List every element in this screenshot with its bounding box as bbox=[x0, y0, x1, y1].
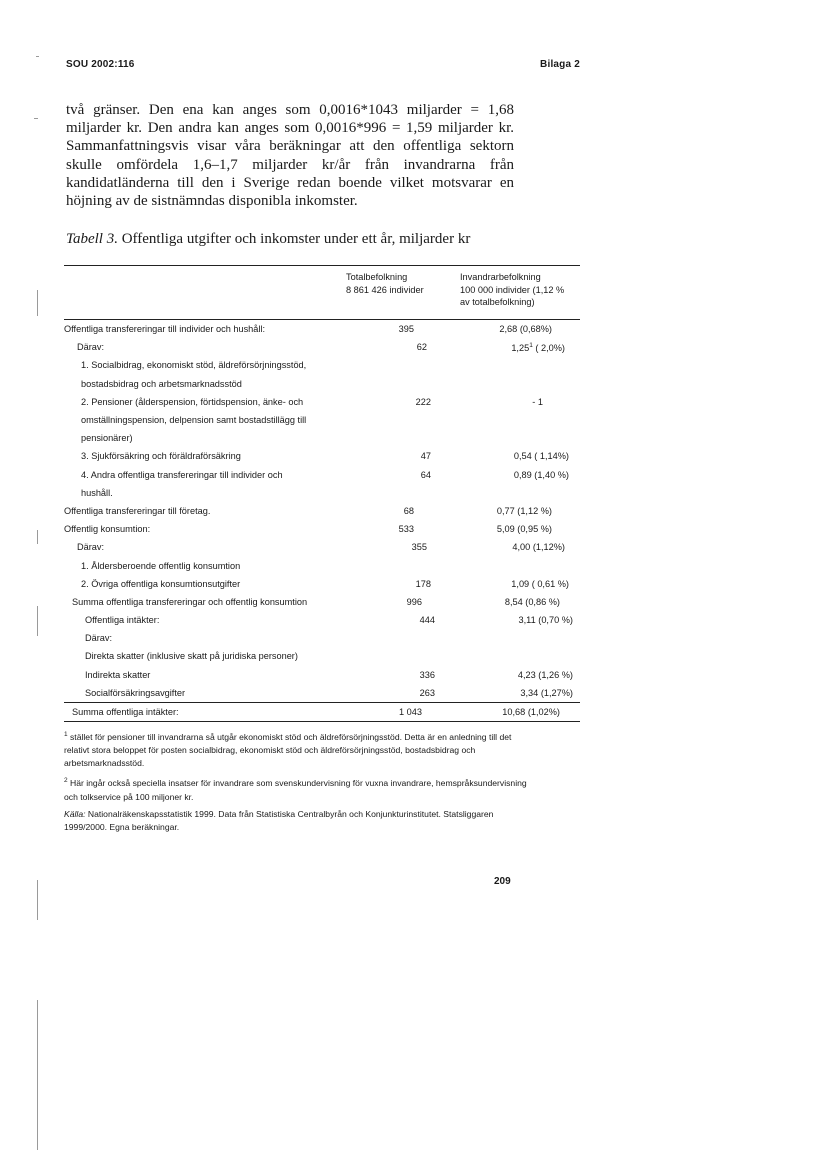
scan-mark bbox=[37, 880, 38, 920]
row-label: Direkta skatter (inklusive skatt på juridiska personer) bbox=[85, 651, 298, 662]
table-notes bbox=[64, 728, 534, 838]
row-immigrant-value: 3,34 (1,27%) bbox=[520, 687, 573, 698]
table-caption-label: Tabell 3. bbox=[66, 231, 118, 247]
source-note bbox=[64, 808, 534, 834]
footnote-ref: 1 bbox=[529, 341, 533, 349]
running-header-left: SOU 2002:116 bbox=[66, 59, 135, 70]
row-total-value: 355 bbox=[411, 542, 427, 553]
row-label: Därav: bbox=[77, 542, 105, 553]
table-header bbox=[64, 266, 580, 319]
table-row bbox=[64, 647, 580, 665]
row-label: Offentliga transfereringar till individer och hushåll: bbox=[64, 324, 266, 335]
header-immigrant-population bbox=[460, 271, 580, 319]
row-immigrant-value: 2,68 (0,68%) bbox=[499, 324, 552, 335]
row-total-value: 533 bbox=[398, 524, 414, 535]
footnote-text: stället för pensioner till invandrarna så utgår ekonomiskt stöd och äldreförsörjningsstöd. Detta är en anledning till det relativt stora beloppet för posten socialbidrag, ekonomiskt stöd och äldreförsörjningsstöd, bostadsbidrag och arbetsmarknadsstöd. bbox=[64, 731, 512, 769]
scan-mark bbox=[34, 118, 38, 119]
row-total-value: 178 bbox=[415, 578, 431, 589]
header-line: 100 000 individer (1,12 % bbox=[460, 284, 565, 295]
header-line: Invandrarbefolkning bbox=[460, 272, 541, 282]
header-line: 8 861 426 individer bbox=[346, 284, 424, 295]
table-row bbox=[64, 466, 580, 484]
table-row bbox=[64, 484, 580, 502]
row-immigrant-value: 1,09 ( 0,61 %) bbox=[511, 578, 569, 589]
page-number: 209 bbox=[494, 876, 511, 887]
row-label: Därav: bbox=[77, 342, 105, 353]
row-total-value: 996 bbox=[406, 596, 422, 607]
row-label: Summa offentliga intäkter: bbox=[72, 707, 179, 718]
row-total-value: 395 bbox=[398, 324, 414, 335]
scan-mark bbox=[37, 1000, 38, 1150]
footnote-marker: 2 bbox=[64, 777, 68, 785]
table-row bbox=[64, 411, 580, 429]
row-total-value: 336 bbox=[419, 669, 435, 680]
row-immigrant-value: 5,09 (0,95 %) bbox=[496, 524, 552, 535]
row-immigrant-value bbox=[427, 342, 565, 353]
footnote-1 bbox=[64, 728, 534, 770]
footnote-marker: 1 bbox=[64, 731, 68, 738]
value-number: 1,25 bbox=[511, 342, 530, 353]
row-immigrant-value: 8,54 (0,86 %) bbox=[504, 596, 560, 607]
row-total-value: 62 bbox=[416, 342, 427, 353]
table-row bbox=[64, 703, 580, 721]
table-row bbox=[64, 502, 580, 520]
row-label: 2. Övriga offentliga konsumtionsutgifter bbox=[81, 578, 241, 589]
table-row bbox=[64, 520, 580, 538]
running-header-right: Bilaga 2 bbox=[540, 59, 580, 70]
table-row bbox=[64, 538, 580, 556]
header-line: av totalbefolkning) bbox=[460, 297, 535, 307]
row-label: Indirekta skatter bbox=[85, 669, 151, 680]
row-label: Offentliga transfereringar till företag. bbox=[64, 505, 211, 516]
table-row bbox=[64, 320, 580, 338]
row-label: Därav: bbox=[85, 633, 113, 644]
row-label: Socialförsäkringsavgifter bbox=[85, 687, 186, 698]
row-immigrant-value: 0,54 ( 1,14%) bbox=[513, 451, 569, 462]
row-label: Offentlig konsumtion: bbox=[64, 524, 151, 535]
row-immigrant-value: 0,89 (1,40 %) bbox=[513, 469, 569, 480]
row-label: pensionärer) bbox=[81, 433, 133, 444]
table-row bbox=[64, 338, 580, 356]
row-immigrant-value: 4,23 (1,26 %) bbox=[517, 669, 573, 680]
row-immigrant-value: 0,77 (1,12 %) bbox=[496, 505, 552, 516]
scan-mark bbox=[37, 290, 38, 316]
table-row bbox=[64, 629, 580, 647]
row-label: hushåll. bbox=[81, 487, 113, 498]
source-label: Källa: bbox=[64, 808, 86, 819]
table-row bbox=[64, 684, 580, 702]
table-row bbox=[64, 375, 580, 393]
row-immigrant-value: 4,00 (1,12%) bbox=[512, 542, 565, 553]
table-row bbox=[64, 429, 580, 447]
row-total-value: 444 bbox=[419, 615, 435, 626]
table-bottom-rule bbox=[64, 721, 580, 722]
row-label: 3. Sjukförsäkring och föräldraförsäkring bbox=[81, 451, 241, 462]
row-label: Summa offentliga transfereringar och offentlig konsumtion bbox=[72, 596, 308, 607]
table-caption bbox=[66, 231, 536, 248]
row-total-value: 263 bbox=[419, 687, 435, 698]
row-total-value: 222 bbox=[415, 396, 431, 407]
row-total-value: 47 bbox=[420, 451, 431, 462]
row-label: omställningspension, delpension samt bostadstillägg till bbox=[81, 415, 307, 426]
row-total-value: 68 bbox=[403, 505, 414, 516]
table-row bbox=[64, 556, 580, 574]
table-row bbox=[64, 356, 580, 374]
row-label: 1. Socialbidrag, ekonomiskt stöd, äldreförsörjningsstöd, bbox=[81, 360, 307, 371]
header-total-population bbox=[346, 271, 460, 319]
row-total-value: 64 bbox=[420, 469, 431, 480]
row-label: bostadsbidrag och arbetsmarknadsstöd bbox=[81, 378, 242, 389]
table-row bbox=[64, 593, 580, 611]
table-row bbox=[64, 611, 580, 629]
table-row bbox=[64, 447, 580, 465]
row-total-value: 1 043 bbox=[399, 707, 422, 718]
data-table bbox=[64, 265, 580, 722]
row-label: 2. Pensioner (ålderspension, förtidspension, änke- och bbox=[81, 396, 304, 407]
scan-mark bbox=[36, 56, 39, 57]
footnote-2 bbox=[64, 774, 534, 803]
row-label: 4. Andra offentliga transfereringar till individer och bbox=[81, 469, 283, 480]
source-text: Nationalräkenskapsstatistik 1999. Data från Statistiska Centralbyrån och Konjunkturinstitutet. Statsliggaren 1999/2000. Egna beräkningar. bbox=[64, 808, 494, 832]
table-row bbox=[64, 393, 580, 411]
scan-mark bbox=[37, 530, 38, 544]
header-line: Totalbefolkning bbox=[346, 272, 408, 282]
value-percent: ( 2,0%) bbox=[532, 342, 565, 353]
header-empty-cell bbox=[64, 271, 346, 319]
row-label: 1. Åldersberoende offentlig konsumtion bbox=[81, 560, 241, 571]
scan-mark bbox=[37, 606, 38, 636]
row-immigrant-value: 10,68 (1,02%) bbox=[502, 707, 560, 718]
table-row bbox=[64, 575, 580, 593]
row-immigrant-value: 3,11 (0,70 %) bbox=[518, 615, 573, 626]
table-row bbox=[64, 666, 580, 684]
footnote-text: Här ingår också speciella insatser för invandrare som svenskundervisning för vuxna invandrare, hemspråksundervisning och tolkservice på 100 miljoner kr. bbox=[64, 778, 527, 802]
row-immigrant-value: - 1 bbox=[532, 396, 543, 407]
table-caption-text: Offentliga utgifter och inkomster under ett år, miljarder kr bbox=[117, 231, 471, 247]
body-paragraph: två gränser. Den ena kan anges som 0,0016*1043 miljarder = 1,68 miljarder kr. Den andra kan anges som 0,0016*996 = 1,59 miljarder kr. Sammanfattningsvis visar våra beräkningar att den offentliga sektorn skulle omfördela 1,6–1,7 miljarder kr/år från invandrarna från kandidatländerna till den i Sverige redan boende vilket motsvarar en höjning av de sistnämndas disponibla inkomster. bbox=[66, 102, 514, 210]
row-label: Offentliga intäkter: bbox=[85, 615, 160, 626]
